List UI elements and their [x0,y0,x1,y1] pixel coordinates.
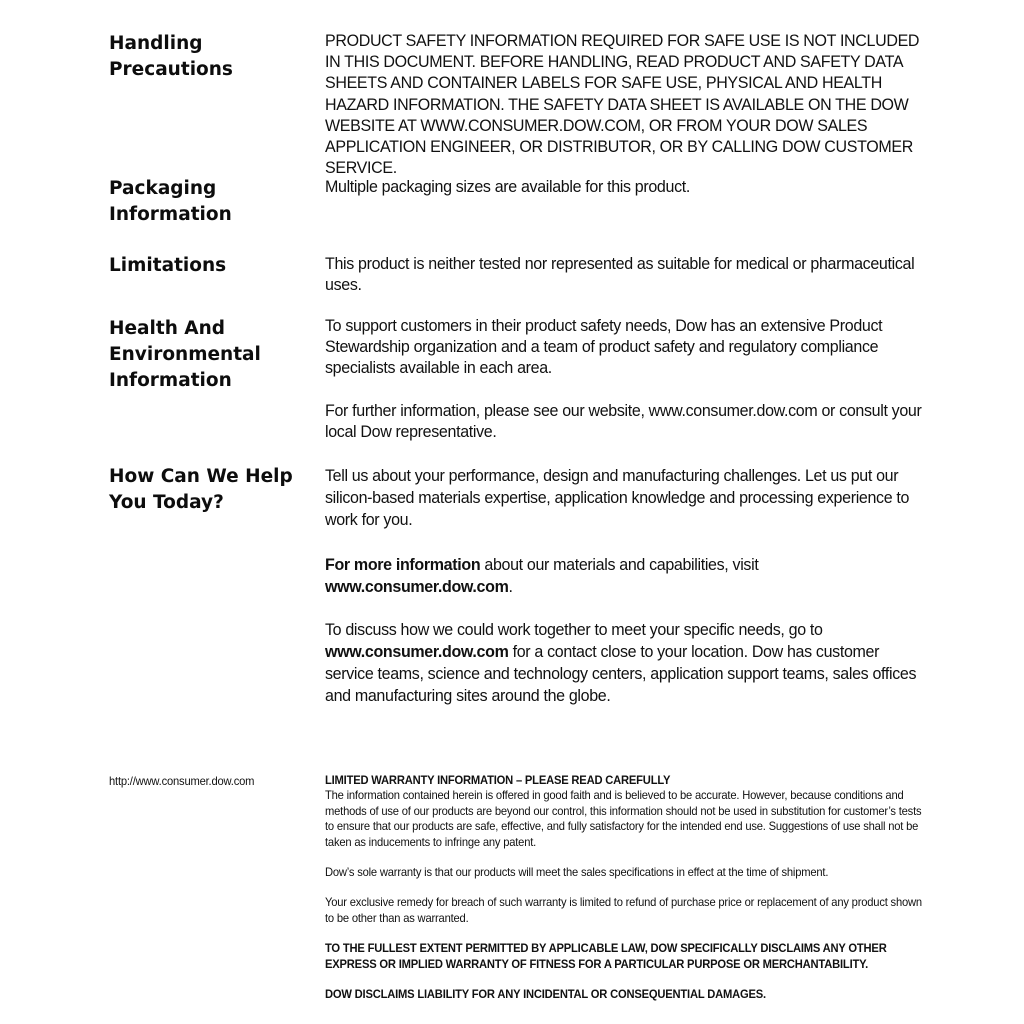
help-para2-bold: For more information [325,555,481,574]
health-heading [109,316,309,394]
health-heading-line2: Environmental [109,344,261,365]
help-para2-end: . [508,577,513,596]
warranty-para3: Your exclusive remedy for breach of such warranty is limited to refund of purchase price or replacement of any product shown to be other than as warranted. [325,895,922,925]
help-heading-line2: You Today? [109,492,224,513]
packaging-heading [109,176,309,228]
help-heading [109,464,309,516]
footer-url[interactable]: http://www.consumer.dow.com [109,774,255,788]
health-heading-line1: Health And [109,318,226,339]
packaging-heading-line2: Information [109,204,232,225]
help-para3-link[interactable]: www.consumer.dow.com [325,642,509,661]
handling-heading-line2: Precautions [109,59,233,80]
handling-heading [109,31,309,83]
help-para3-start: To discuss how we could work together to meet your specific needs, go to [325,620,823,639]
help-para1: Tell us about your performance, design and manufacturing challenges. Let us put our silicon-based materials expertise, application knowledge and processing experience to work for you. [325,466,910,529]
warranty-para4: TO THE FULLEST EXTENT PERMITTED BY APPLICABLE LAW, DOW SPECIFICALLY DISCLAIMS ANY OTHER EXPRESS OR IMPLIED WARRANTY OF FITNESS FOR A PARTICULAR PURPOSE OR MERCHANTABILITY. [325,941,887,971]
limitations-text: This product is neither tested nor represented as suitable for medical or pharmaceutical uses. [325,254,915,295]
handling-text: PRODUCT SAFETY INFORMATION REQUIRED FOR SAFE USE IS NOT INCLUDED IN THIS DOCUMENT. BEFORE HANDLING, READ PRODUCT AND SAFETY DATA SHEETS AND CONTAINER LABELS FOR SAFE USE, PHYSICAL AND HEALTH HAZARD INFORMATION. THE SAFETY DATA SHEET IS AVAILABLE ON THE DOW WEBSITE AT WWW.CONSUMER.DOW.COM, OR FROM YOUR DOW SALES APPLICATION ENGINEER, OR DISTRIBUTOR, OR BY CALLING DOW CUSTOMER SERVICE. [325,31,920,178]
health-para1: To support customers in their product safety needs, Dow has an extensive Product Stewardship organization and a team of product safety and regulatory compliance specialists available in each area. [325,316,883,378]
health-para2: For further information, please see our website, www.consumer.dow.com or consult your local Dow representative. [325,400,922,441]
help-heading-line1: How Can We Help [109,466,293,487]
warranty-block [325,773,927,1002]
packaging-text: Multiple packaging sizes are available for this product. [325,177,690,196]
packaging-text-block [325,176,925,197]
limitations-text-block [325,253,925,295]
help-text-block [325,465,925,707]
warranty-para2: Dow’s sole warranty is that our products will meet the sales specifications in effect at the time of shipment. [325,865,829,880]
warranty-para5: DOW DISCLAIMS LIABILITY FOR ANY INCIDENTAL OR CONSEQUENTIAL DAMAGES. [325,987,766,1002]
warranty-title: LIMITED WARRANTY INFORMATION – PLEASE READ CAREFULLY [325,773,671,787]
help-para2-mid: about our materials and capabilities, visit [480,555,759,574]
help-para2-link[interactable]: www.consumer.dow.com [325,577,509,596]
health-text-block [325,315,925,442]
handling-text-block [325,30,925,178]
warranty-para1: The information contained herein is offered in good faith and is believed to be accurate. However, because conditions and methods of use of our products are beyond our control, this information should not be used in substitution for customer’s tests to ensure that our products are safe, effective, and fully satisfactory for the intended end use. Suggestions of use shall not be taken as inducements to infringe any patent. [325,788,922,849]
health-heading-line3: Information [109,370,232,391]
help-para2 [325,554,925,598]
limitations-heading [109,253,309,279]
help-para3-end: for a contact close to your location. Dow has customer service teams, science and technology centers, application support teams, sales offices and manufacturing sites around the globe. [325,642,917,705]
handling-heading-line1: Handling [109,33,203,54]
limitations-heading-text: Limitations [109,255,227,276]
help-para3 [325,619,925,707]
packaging-heading-line1: Packaging [109,178,217,199]
